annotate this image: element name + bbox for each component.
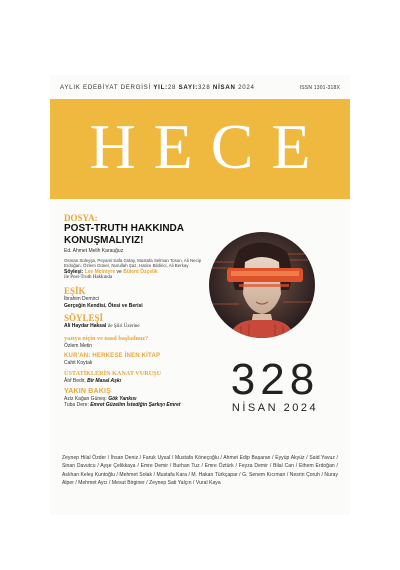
issue-month: NİSAN: [212, 84, 236, 91]
yakin-author-2: Tuba Dere:: [64, 402, 89, 409]
yakin-title-1: Gök Yankısı: [108, 395, 137, 402]
soylesi-rest: ile Şiiri Üzerine: [107, 324, 140, 330]
portrait-illustration: [209, 232, 315, 338]
issue-value: 328: [198, 84, 211, 91]
dosya-title-line2: KONUŞMALIYIZ!: [64, 234, 144, 246]
esik-label: EŞİK: [64, 285, 86, 296]
magazine-subtitle: AYLIK EDEBİYAT DERGİSİ: [60, 84, 151, 91]
ustatik-title: Bir Masal Aşkı: [87, 377, 122, 384]
interviewee-2: Bülent Özçelik: [123, 268, 158, 275]
issue-label: SAYI:: [178, 84, 199, 91]
interview-label: Söyleşi:: [64, 268, 84, 275]
yakin-label: YAKIN BAKIŞ: [64, 387, 112, 395]
interviewee-1: Lee Mcintyre: [84, 268, 116, 275]
yakin-line2: [64, 402, 219, 409]
dosya-interview: [64, 269, 219, 276]
cover-illustration: [209, 232, 315, 338]
conjunction: ve: [116, 268, 122, 275]
dosya-editor: Ed. Ahmet Melih Karauğuz: [64, 248, 124, 254]
kuran-author: Cahit Koytak: [64, 360, 93, 367]
issue-number: 328: [230, 355, 320, 404]
year-label: YIL:: [153, 84, 168, 91]
yaziya-author: Özlem Metin: [64, 342, 93, 349]
year-value: 28: [167, 84, 177, 91]
kuran-label: KUR'AN: HERKESE İNEN KİTAP: [64, 353, 161, 360]
esik-author: İbrahim Demirci: [64, 295, 100, 302]
dosya-title-line1: POST-TRUTH HAKKINDA: [64, 223, 184, 234]
contents-column: [64, 213, 219, 409]
ustatik-label: ÜSTATİKLERİN KANAT VURUŞU: [64, 369, 162, 377]
magazine-logo: HECE: [89, 111, 329, 182]
ustatik-line: [64, 378, 219, 385]
dosya-contributors: Osman Süleyşa, Peyami Safa Gülay, Mustafa Selman Tosun, Ali Necip Erdoğan, Özlem Güner, Nurullah Şaz, Hatice Bildirici, Ali Berkay: [64, 257, 202, 269]
authors-list: Zeynep Hilal Özder / İhsan Deniz / Faruk Uysal / Mustafa Köneçoğlu / Ahmet Edip Başaran / Eyyüp Akyüz / Said Yavuz / Sinan Davutcu / Ayşe Çelikkaya / Emre Demir / Burhan Tuz / Emre Öztürk / Feyza Demir / Bilal Can / Ethem Erdoğan / Aslıhan Keleş Kuntoğlu / Mehmet Solak / Mustafa Kara / M. Hakan Türkçapar / G. Senem Kıcıman / Nesrin Çoruh / Nuray Alper / Mehmet Aycı / Mesut Birginer / Zeynep Sati Yalçın / Vural Kaya: [62, 455, 338, 487]
yaziya-label: yazıya niçin ve nasıl başladınız?: [64, 334, 149, 342]
issue-date: NİSAN 2024: [231, 402, 319, 414]
esik-title: Gerçeğin Kendisi, Ötesi ve Berisi: [64, 302, 143, 309]
issn: ISSN 1301-318X: [299, 84, 340, 91]
ustatik-author: Âtıf Bedir,: [64, 377, 86, 384]
title-band: [50, 99, 350, 199]
yakin-title-2: Emret Güzelim İstediğin Şarkıyı Emret: [90, 402, 181, 409]
soylesi-name: Ali Haydar Haksal: [64, 323, 107, 330]
issue-year: 2024: [238, 84, 255, 91]
masthead-line: [60, 84, 340, 91]
dosya-label: DOSYA:: [64, 213, 98, 223]
yakin-author-1: Aziz Kağan Güneş:: [64, 395, 107, 402]
interview-subtitle: ile Post-Truth Hakkında: [64, 275, 113, 281]
soylesi-label: SÖYLEŞİ: [64, 313, 104, 324]
soylesi-line: [64, 323, 219, 331]
